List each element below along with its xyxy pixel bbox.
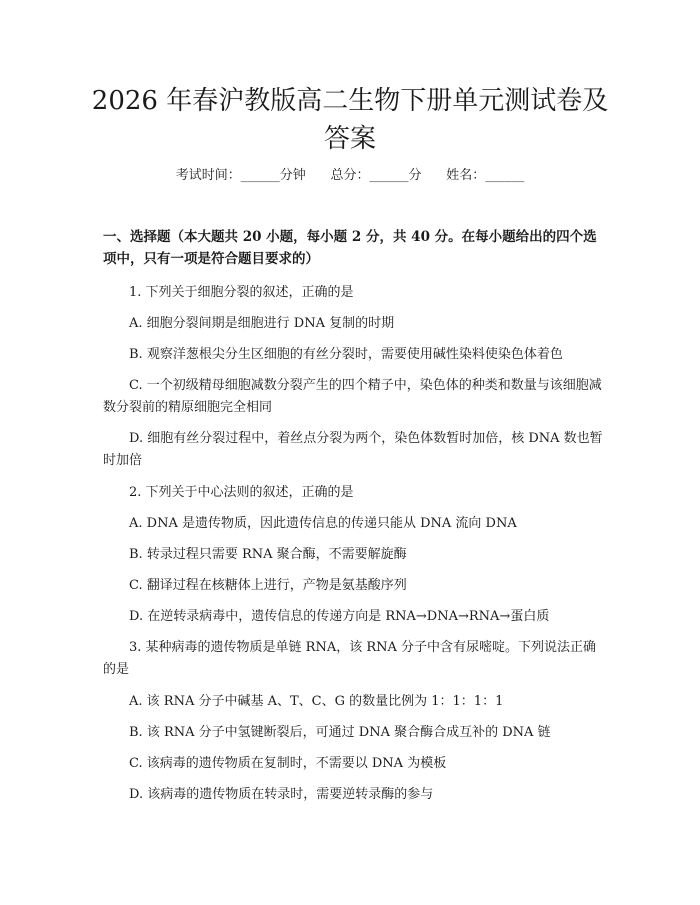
question-option: A. DNA 是遗传物质，因此遗传信息的传递只能从 DNA 流向 DNA bbox=[129, 516, 517, 531]
exam-meta-line: 考试时间：______分钟 总分：______分 姓名：______ bbox=[175, 168, 525, 183]
question-option: D. 细胞有丝分裂过程中，着丝点分裂为两个，染色体数暂时加倍，核 DNA 数也暂时加倍 bbox=[103, 431, 603, 468]
question-option: C. 翻译过程在核糖体上进行，产物是氨基酸序列 bbox=[129, 578, 407, 593]
question-option: C. 该病毒的遗传物质在复制时，不需要以 DNA 为模板 bbox=[129, 756, 447, 771]
section-heading: 一、选择题（本大题共 20 小题，每小题 2 分，共 40 分。在每小题给出的四个选项中，只有一项是符合题目要求的） bbox=[103, 229, 597, 267]
question-option: B. 该 RNA 分子中氢键断裂后，可通过 DNA 聚合酶合成互补的 DNA 链 bbox=[129, 725, 551, 740]
question-stem: 2. 下列关于中心法则的叙述，正确的是 bbox=[129, 485, 354, 500]
question-stem: 3. 某种病毒的遗传物质是单链 RNA，该 RNA 分子中含有尿嘧啶。下列说法正确的是 bbox=[103, 640, 597, 677]
question-option: D. 该病毒的遗传物质在转录时，需要逆转录酶的参与 bbox=[129, 787, 434, 802]
question-option: A. 细胞分裂间期是细胞进行 DNA 复制的时期 bbox=[129, 316, 395, 331]
question-option: C. 一个初级精母细胞减数分裂产生的四个精子中，染色体的种类和数量与该细胞减数分裂前的精原细胞完全相同 bbox=[103, 378, 602, 415]
question-option: B. 转录过程只需要 RNA 聚合酶，不需要解旋酶 bbox=[129, 547, 407, 562]
question-option: A. 该 RNA 分子中碱基 A、T、C、G 的数量比例为 1：1：1：1 bbox=[129, 694, 504, 709]
question-stem: 1. 下列关于细胞分裂的叙述，正确的是 bbox=[129, 285, 354, 300]
question-option: D. 在逆转录病毒中，遗传信息的传递方向是 RNA→DNA→RNA→蛋白质 bbox=[129, 609, 550, 624]
question-option: B. 观察洋葱根尖分生区细胞的有丝分裂时，需要使用碱性染料使染色体着色 bbox=[129, 347, 563, 362]
document-title: 2026 年春沪教版高二生物下册单元测试卷及答案 bbox=[91, 86, 609, 154]
